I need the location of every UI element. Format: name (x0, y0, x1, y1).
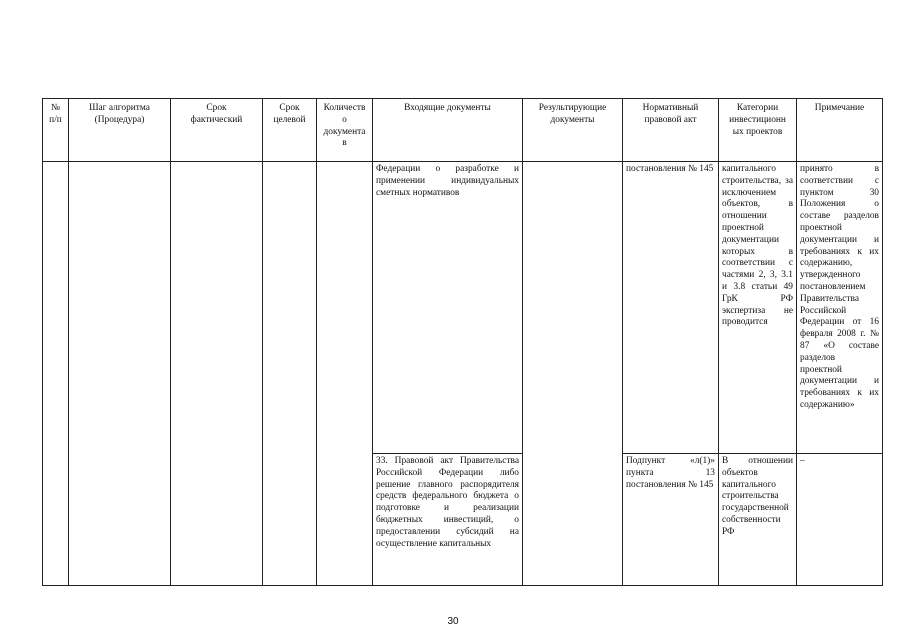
header-actual-term: Срок фактический (171, 99, 263, 162)
page-number: 30 (447, 616, 459, 627)
cell-target-term (263, 162, 317, 586)
procedure-table (42, 98, 883, 586)
header-note: Примечание (797, 99, 883, 162)
header-target-term: Срок целевой (263, 99, 317, 162)
cell-resulting-documents (523, 162, 623, 586)
cell-note: – (797, 454, 883, 586)
cell-project-category: капитального строительства, за исключением объектов, в отношении проектной документации которых в соответствии с частями 2, 3, 3.1 и 3.8 статьи 49 ГрК РФ экспертиза не проводится (719, 162, 797, 454)
header-regulatory-act: Нормативный правовой акт (623, 99, 719, 162)
header-incoming-documents: Входящие документы (373, 99, 523, 162)
cell-regulatory-act: Подпункт «л(1)» пункта 13 постановления № 145 (623, 454, 719, 586)
cell-algorithm-step (69, 162, 171, 586)
header-resulting-documents: Результирующие документы (523, 99, 623, 162)
cell-number (43, 162, 69, 586)
table-row (43, 162, 883, 454)
cell-actual-term (171, 162, 263, 586)
cell-project-category: В отношении объектов капитального строительства государственной собственности РФ (719, 454, 797, 586)
cell-incoming-documents: Федерации о разработке и применении индивидуальных сметных нормативов (373, 162, 523, 454)
cell-regulatory-act: постановления № 145 (623, 162, 719, 454)
header-number: № п/п (43, 99, 69, 162)
header-project-categories: Категории инвестиционн ых проектов (719, 99, 797, 162)
cell-note: принято в соответствии с пунктом 30 Положения о составе разделов проектной документации и требованиях к их содержанию, утвержденного постановлением Правительства Российской Федерации от 16 февраля 2008 г. № 87 «О составе разделов проектной документации и требованиях к их содержанию» (797, 162, 883, 454)
table-header-row (43, 99, 883, 162)
header-algorithm-step: Шаг алгоритма (Процедура) (69, 99, 171, 162)
header-document-count: Количеств о документа в (317, 99, 373, 162)
cell-incoming-documents: 33. Правовой акт Правительства Российской Федерации либо решение главного распорядителя средств федерального бюджета о подготовке и реализации бюджетных инвестиций, о предоставлении субсидий на осуществление капитальных (373, 454, 523, 586)
cell-document-count (317, 162, 373, 586)
